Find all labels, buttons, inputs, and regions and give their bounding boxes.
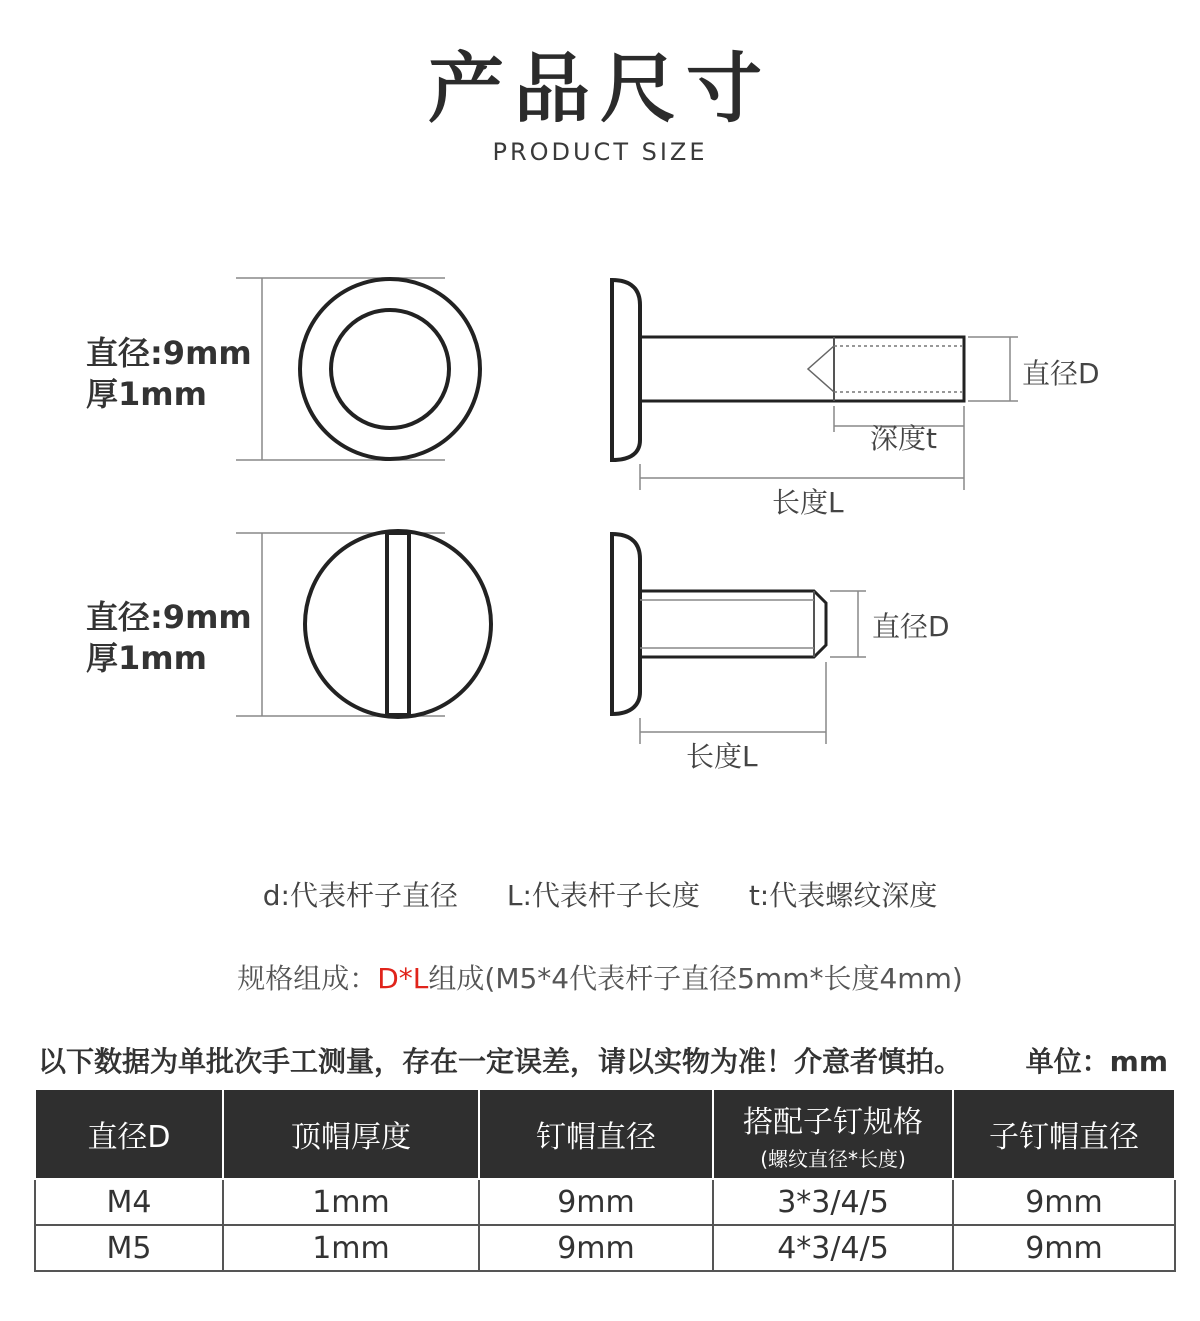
column-header-sub: (螺纹直径*长度) [760, 1146, 906, 1171]
table-cell: 9mm [479, 1179, 713, 1225]
note-text: 以下数据为单批次手工测量，存在一定误差，请以实物为准！介意者慎拍。 [38, 1045, 963, 1078]
table-cell: 9mm [953, 1179, 1175, 1225]
spec-thickness: 厚1mm [86, 639, 207, 677]
spec-thickness: 厚1mm [86, 375, 207, 413]
table-row [35, 1225, 1175, 1271]
table-cell: 4*3/4/5 [713, 1225, 953, 1271]
screw-head [612, 280, 640, 460]
table-cell: 1mm [223, 1225, 479, 1271]
spec-rule-suffix: 组成(M5*4代表杆子直径5mm*长度4mm) [428, 962, 963, 995]
table-cell: 9mm [953, 1225, 1175, 1271]
screw-head [612, 534, 640, 714]
screw-shank [640, 337, 964, 401]
table-cell: 1mm [223, 1179, 479, 1225]
page-subtitle: PRODUCT SIZE [492, 138, 708, 166]
legend [0, 874, 1200, 914]
screw-shank [640, 591, 826, 657]
slotted-head-front-view [236, 531, 491, 717]
washer-front-view [236, 278, 480, 460]
spec-diameter: 直径:9mm [86, 598, 252, 636]
column-header: 顶帽厚度 [223, 1089, 479, 1179]
drill-tip [808, 346, 834, 392]
column-header: 搭配子钉规格 (螺纹直径*长度) [713, 1089, 953, 1179]
unit-label: 单位：mm [1025, 1045, 1168, 1078]
column-header: 钉帽直径 [479, 1089, 713, 1179]
page-title: 产品尺寸 [428, 44, 772, 133]
length-label: 长度L [686, 740, 758, 773]
diameter-label: 直径D [872, 610, 950, 643]
slot [387, 533, 409, 715]
spec-rule [0, 957, 1200, 997]
column-header: 直径D [35, 1089, 223, 1179]
table-cell: 3*3/4/5 [713, 1179, 953, 1225]
outer-ring [300, 279, 480, 459]
spec-diameter: 直径:9mm [86, 334, 252, 372]
table-row [35, 1179, 1175, 1225]
legend-item: d:代表杆子直径 [262, 879, 458, 912]
spec-rule-highlight: D*L [377, 962, 429, 995]
legend-item: L:代表杆子长度 [506, 879, 700, 912]
table-cell: 9mm [479, 1225, 713, 1271]
depth-label: 深度t [870, 422, 937, 455]
inner-ring [331, 310, 449, 428]
legend-item: t:代表螺纹深度 [748, 879, 938, 912]
diameter-label: 直径D [1022, 357, 1100, 390]
table-cell: M4 [35, 1179, 223, 1225]
measurement-note [38, 1040, 1168, 1080]
male-screw-side-view [612, 534, 950, 773]
table-cell: M5 [35, 1225, 223, 1271]
column-header: 子钉帽直径 [953, 1089, 1175, 1179]
length-label: 长度L [772, 486, 844, 519]
spec-table [34, 1088, 1176, 1272]
table-header-row [35, 1089, 1175, 1179]
spec-rule-prefix: 规格组成： [237, 962, 378, 995]
head-outline [305, 531, 491, 717]
female-screw-side-view [612, 280, 1100, 519]
